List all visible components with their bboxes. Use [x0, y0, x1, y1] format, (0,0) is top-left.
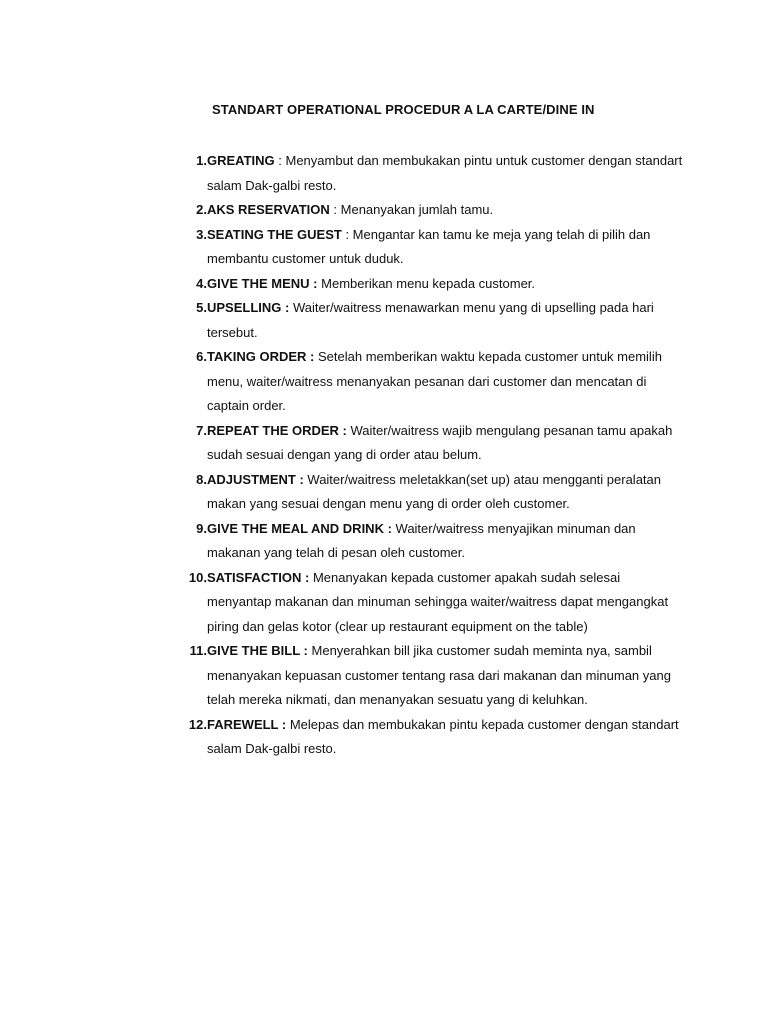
- sop-steps-list: [178, 149, 684, 762]
- list-item: [178, 345, 684, 419]
- item-body: [207, 566, 684, 640]
- item-number: 5.: [196, 300, 207, 315]
- item-term: FAREWELL :: [207, 716, 287, 732]
- item-body: [207, 517, 684, 566]
- item-text: Menyambut dan membukakan pintu untuk customer dengan standart salam Dak-galbi resto.: [207, 153, 683, 193]
- item-term: REPEAT THE ORDER :: [207, 422, 347, 438]
- item-body: [207, 639, 684, 713]
- list-item: [178, 149, 684, 198]
- item-text: Mengantar kan tamu ke meja yang telah di pilih dan membantu customer untuk duduk.: [207, 226, 651, 266]
- item-number: 10.: [188, 569, 207, 585]
- item-text: Menanyakan jumlah tamu.: [340, 202, 494, 217]
- list-item: [178, 713, 684, 762]
- item-term: GIVE THE MENU :: [207, 275, 318, 291]
- item-number: 3.: [196, 226, 207, 242]
- item-text: Waiter/waitress meletakkan(set up) atau mengganti peralatan makan yang sesuai dengan menu yang di order oleh customer.: [207, 471, 661, 511]
- list-item: [178, 272, 684, 297]
- item-term: SEATING THE GUEST: [207, 226, 342, 242]
- list-item: [178, 517, 684, 566]
- item-number: 4.: [196, 275, 207, 291]
- list-item: [178, 639, 684, 713]
- item-term: GIVE THE BILL :: [207, 643, 308, 658]
- item-separator: :: [341, 226, 353, 242]
- item-number: 2.: [196, 202, 207, 217]
- item-number: 12.: [188, 716, 207, 732]
- list-item: [178, 468, 684, 517]
- list-item: [178, 296, 684, 345]
- item-number: 8.: [196, 471, 207, 487]
- item-number: 11.: [189, 643, 207, 658]
- item-body: [207, 419, 684, 468]
- list-item: [178, 566, 684, 640]
- item-term: TAKING ORDER :: [207, 349, 315, 364]
- list-item: [178, 419, 684, 468]
- item-text: Waiter/waitress menawarkan menu yang di upselling pada hari tersebut.: [207, 300, 654, 340]
- item-body: [207, 272, 684, 297]
- item-separator: :: [329, 202, 341, 217]
- item-body: [207, 296, 684, 345]
- item-text: Waiter/waitress wajib mengulang pesanan tamu apakah sudah sesuai dengan yang di order atau belum.: [207, 422, 673, 462]
- item-term: ADJUSTMENT :: [207, 471, 304, 487]
- item-text: Menyerahkan bill jika customer sudah meminta nya, sambil menanyakan kepuasan customer tentang rasa dari makanan dan minuman yang telah mereka nikmati, dan menanyakan sesuatu yang di keluhkan.: [207, 643, 671, 707]
- item-text: Waiter/waitress menyajikan minuman dan makanan yang telah di pesan oleh customer.: [207, 520, 636, 560]
- item-text: Melepas dan membukakan pintu kepada customer dengan standart salam Dak-galbi resto.: [207, 716, 679, 756]
- item-term: SATISFACTION :: [207, 569, 310, 585]
- item-body: [207, 345, 684, 419]
- item-body: [207, 198, 684, 223]
- item-number: 7.: [196, 422, 207, 438]
- list-item: [178, 223, 684, 272]
- list-item: [178, 198, 684, 223]
- item-term: AKS RESERVATION: [207, 202, 330, 217]
- item-body: [207, 468, 684, 517]
- item-body: [207, 223, 684, 272]
- item-text: Menanyakan kepada customer apakah sudah selesai menyantap makanan dan minuman sehingga waiter/waitress dapat mengangkat piring dan gelas kotor (clear up restaurant equipment on the table): [207, 569, 669, 634]
- item-body: [207, 149, 684, 198]
- item-body: [207, 713, 684, 762]
- document-title: STANDART OPERATIONAL PROCEDUR A LA CARTE/DINE IN: [212, 102, 595, 117]
- item-separator: :: [274, 153, 286, 168]
- item-term: GREATING: [207, 153, 275, 168]
- item-text: Setelah memberikan waktu kepada customer untuk memilih menu, waiter/waitress menanyakan pesanan dari customer dan mencatan di captain order.: [207, 349, 662, 413]
- item-term: GIVE THE MEAL AND DRINK :: [207, 520, 392, 536]
- item-number: 9.: [196, 520, 207, 536]
- item-text: Memberikan menu kepada customer.: [321, 275, 536, 291]
- item-number: 6.: [196, 349, 207, 364]
- item-term: UPSELLING :: [207, 300, 290, 315]
- item-number: 1.: [196, 153, 207, 168]
